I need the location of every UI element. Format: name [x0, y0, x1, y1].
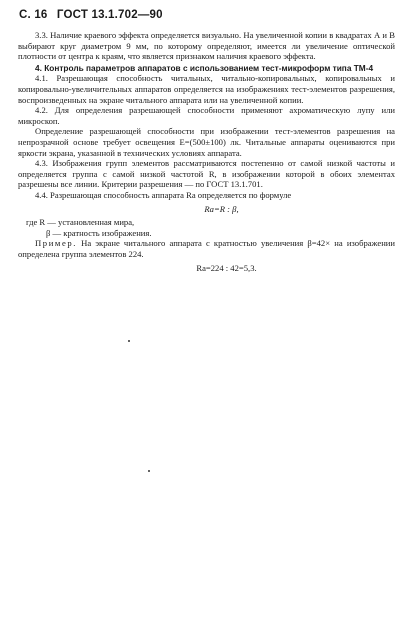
speck-mark — [128, 340, 130, 342]
section-4-title: 4. Контроль параметров аппаратов с использованием тест-микроформ типа ТМ-4 — [35, 62, 374, 73]
paragraph-4-3: 4.3. Изображения групп элементов рассматриваются постепенно от самой низкой частоты и определяется группа с самой низкой частотой R, в изображении которой в обоих элементах разрешены все линии. Критерии разрешения — по ГОСТ 13.1.701. — [18, 158, 395, 190]
example-paragraph — [18, 238, 395, 259]
paragraph-3-3: 3.3. Наличие краевого эффекта определяется визуально. На увеличенной копии в квадратах А и В выбирают круг диаметром 9 мм, по которому определяют, имеется ли увеличение оптической плотности от центра к краям, что является признаком наличия краевого эффекта. — [18, 30, 395, 62]
standard-label: ГОСТ 13.1.702—90 — [56, 9, 163, 21]
formula-example: Rа=224 : 42=5,3. — [196, 263, 257, 274]
page-number: 16 — [34, 9, 48, 21]
page-letter: С. — [19, 9, 31, 21]
example-label: Пример. — [35, 238, 77, 249]
page-header — [19, 9, 169, 21]
paragraph-4-1: 4.1. Разрешающая способность читальных, читально-копировальных, копировальных и копировально-увеличительных аппаратов определяется на изображениях тест-элементов разрешения, воспроизведенных на экране читального аппарата или на увеличенной копии. — [18, 73, 395, 105]
formula-where-2: β — кратность изображения. — [46, 227, 152, 238]
paragraph-4-2a: 4.2. Для определения разрешающей способности применяют ахроматическую лупу или микроскоп. — [18, 105, 395, 126]
paragraph-4-4: 4.4. Разрешающая способность аппарата Rа определяется по формуле — [35, 189, 292, 200]
example-text: На экране читального аппарата с кратностью увеличения β=42× на изображении определена группа элементов 224. — [18, 238, 395, 259]
paragraph-4-2b: Определение разрешающей способности при изображении тест-элементов разрешения на непрозрачной основе требует освещения Е=(500±100) лк. Читальные аппараты оцениваются при яркости экрана, указанной в технических условиях аппарата. — [18, 126, 395, 158]
formula-where-1: где R — установленная мира, — [26, 217, 135, 228]
formula-resolution: Rа=R : β, — [204, 203, 239, 214]
speck-mark — [148, 470, 150, 472]
document-body — [18, 30, 395, 274]
